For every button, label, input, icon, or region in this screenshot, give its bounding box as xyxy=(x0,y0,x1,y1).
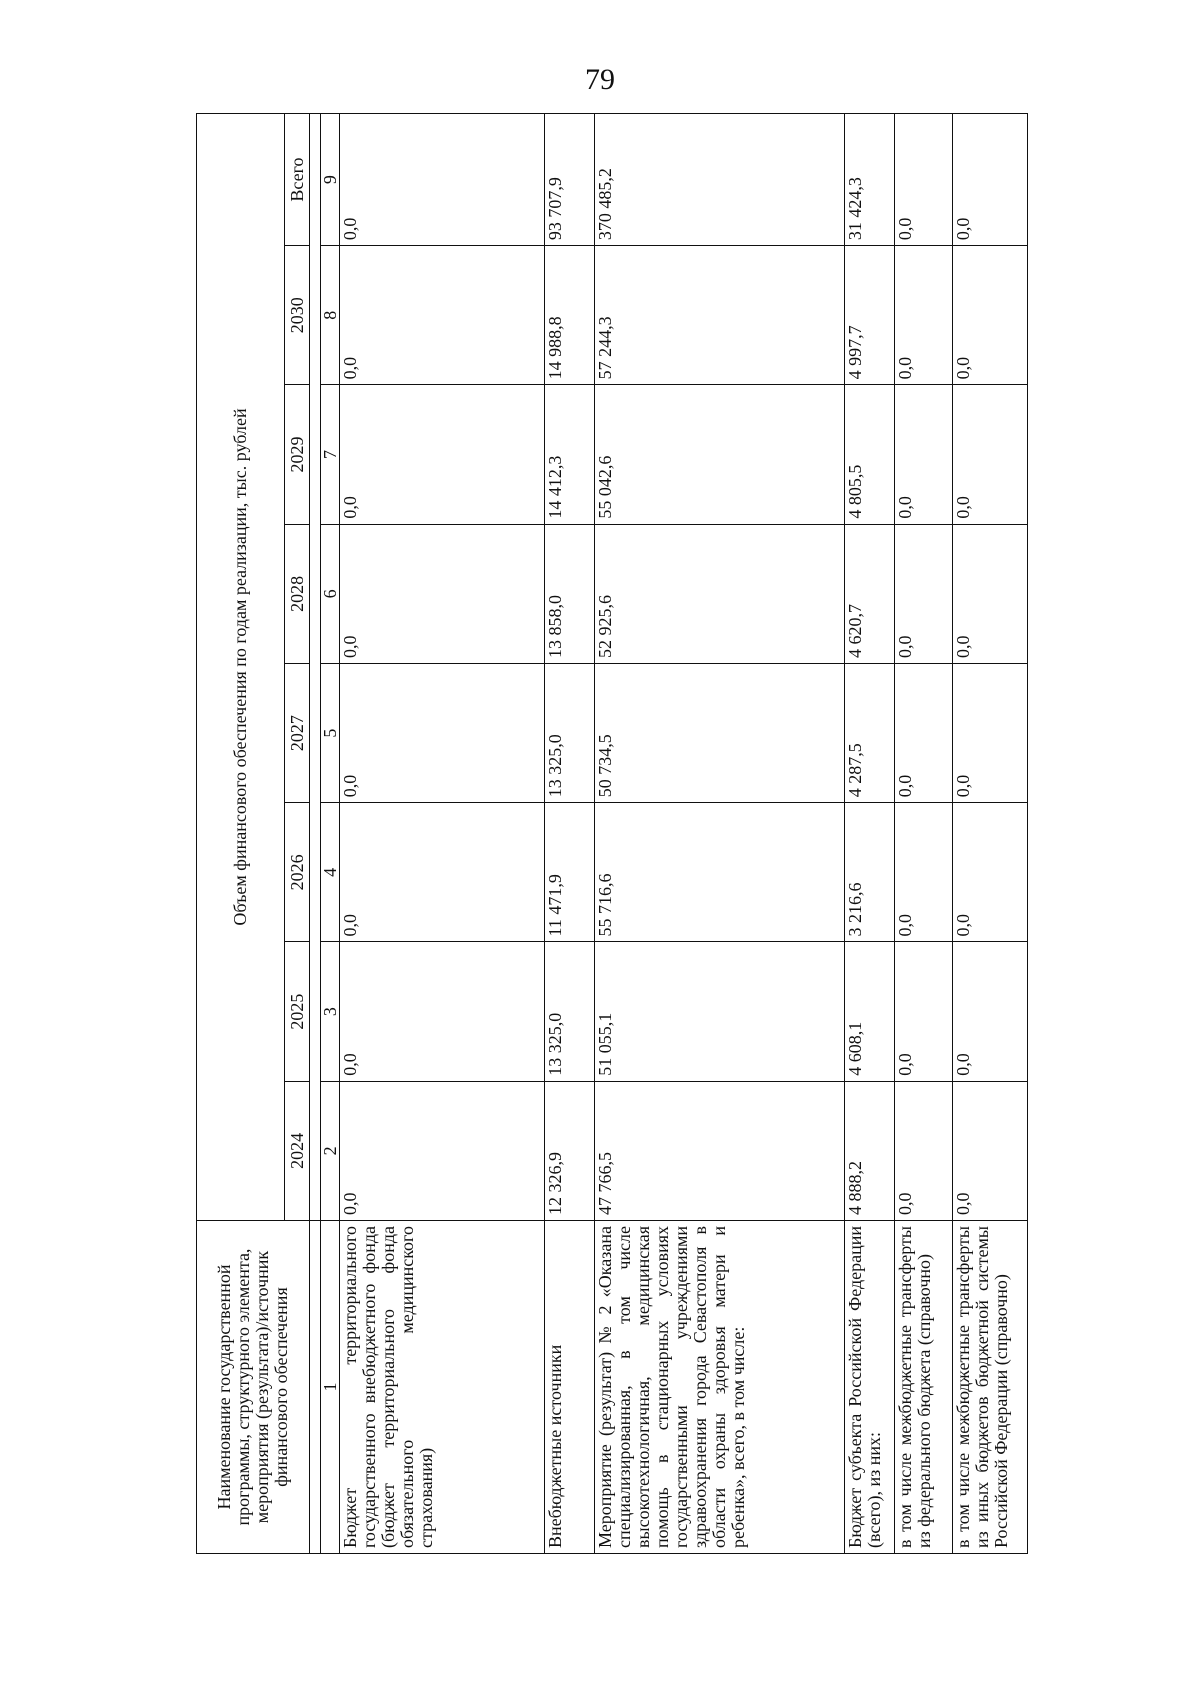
value-cell: 0,0 xyxy=(895,385,953,524)
spacer-cell xyxy=(310,114,321,1221)
year-header: 2025 xyxy=(285,942,310,1081)
value-cell: 31 424,3 xyxy=(845,114,895,246)
value-cell: 0,0 xyxy=(895,246,953,385)
table-body xyxy=(340,114,1028,1554)
value-cell: 12 326,9 xyxy=(545,1081,595,1220)
value-cell: 4 608,1 xyxy=(845,942,895,1081)
value-cell: 14 412,3 xyxy=(545,385,595,524)
value-cell: 3 216,6 xyxy=(845,803,895,942)
column-numbers-row xyxy=(321,114,340,1554)
column-number: 1 xyxy=(321,1221,340,1554)
value-cell: 0,0 xyxy=(953,1081,1028,1220)
value-cell: 4 287,5 xyxy=(845,663,895,802)
value-cell: 0,0 xyxy=(895,942,953,1081)
year-header: Всего xyxy=(285,114,310,246)
value-cell: 0,0 xyxy=(340,803,545,942)
value-cell: 0,0 xyxy=(953,663,1028,802)
year-header: 2028 xyxy=(285,524,310,663)
value-cell: 0,0 xyxy=(953,246,1028,385)
column-number: 9 xyxy=(321,114,340,246)
value-cell: 370 485,2 xyxy=(595,114,845,246)
row-name-cell: Мероприятие (результат) № 2 «Оказана специализированная, в том числе высокотехнологичная, медицинская помощь в стационарных условиях государственными учреждениями здравоохранения города Севастополя в области охраны здоровья матери и ребенка», всего, в том числе: xyxy=(595,1221,845,1554)
value-cell: 50 734,5 xyxy=(595,663,845,802)
value-cell: 14 988,8 xyxy=(545,246,595,385)
value-cell: 4 888,2 xyxy=(845,1081,895,1220)
row-name-cell: Бюджет субъекта Российской Федерации (всего), из них: xyxy=(845,1221,895,1554)
value-cell: 47 766,5 xyxy=(595,1081,845,1220)
year-header: 2024 xyxy=(285,1081,310,1220)
row-name-cell: Бюджет территориального государственного внебюджетного фонда (бюджет территориального фонда обязательного медицинского страхования) xyxy=(340,1221,545,1554)
value-cell: 0,0 xyxy=(340,246,545,385)
value-cell: 0,0 xyxy=(340,524,545,663)
value-cell: 13 858,0 xyxy=(545,524,595,663)
value-cell: 0,0 xyxy=(953,524,1028,663)
column-number: 4 xyxy=(321,803,340,942)
table-row xyxy=(545,114,595,1554)
value-cell: 0,0 xyxy=(953,114,1028,246)
value-cell: 57 244,3 xyxy=(595,246,845,385)
value-cell: 51 055,1 xyxy=(595,942,845,1081)
row-name-cell: в том числе межбюджетные трансферты из федерального бюджета (справочно) xyxy=(895,1221,953,1554)
column-number: 3 xyxy=(321,942,340,1081)
value-cell: 11 471,9 xyxy=(545,803,595,942)
column-number: 6 xyxy=(321,524,340,663)
column-number: 8 xyxy=(321,246,340,385)
column-number: 7 xyxy=(321,385,340,524)
year-header: 2029 xyxy=(285,385,310,524)
value-cell: 0,0 xyxy=(895,803,953,942)
value-cell: 13 325,0 xyxy=(545,942,595,1081)
header-name-cell: Наименование государственной программы, структурного элемента, мероприятия (результата)/источник финансового обеспечения xyxy=(197,1221,310,1554)
value-cell: 0,0 xyxy=(953,385,1028,524)
table-row xyxy=(595,114,845,1554)
value-cell: 0,0 xyxy=(895,663,953,802)
column-number: 2 xyxy=(321,1081,340,1220)
value-cell: 0,0 xyxy=(340,385,545,524)
year-header: 2026 xyxy=(285,803,310,942)
value-cell: 0,0 xyxy=(953,803,1028,942)
value-cell: 4 997,7 xyxy=(845,246,895,385)
table-row xyxy=(845,114,895,1554)
spacer-row xyxy=(310,114,321,1554)
value-cell: 0,0 xyxy=(895,114,953,246)
value-cell: 93 707,9 xyxy=(545,114,595,246)
value-cell: 0,0 xyxy=(340,114,545,246)
value-cell: 13 325,0 xyxy=(545,663,595,802)
value-cell: 55 042,6 xyxy=(595,385,845,524)
year-header: 2030 xyxy=(285,246,310,385)
row-name-cell: в том числе межбюджетные трансферты из иных бюджетов бюджетной системы Российской Федерации (справочно) xyxy=(953,1221,1028,1554)
value-cell: 4 805,5 xyxy=(845,385,895,524)
financing-table xyxy=(196,113,1028,1554)
value-cell: 52 925,6 xyxy=(595,524,845,663)
page-number: 79 xyxy=(585,63,615,96)
header-group-cell: Объем финансового обеспечения по годам реализации, тыс. рублей xyxy=(197,114,285,1221)
value-cell: 0,0 xyxy=(340,663,545,802)
value-cell: 0,0 xyxy=(953,942,1028,1081)
value-cell: 4 620,7 xyxy=(845,524,895,663)
rotated-table-container xyxy=(196,113,1028,1554)
value-cell: 0,0 xyxy=(895,524,953,663)
spacer-cell xyxy=(310,1221,321,1554)
value-cell: 0,0 xyxy=(895,1081,953,1220)
table-row xyxy=(953,114,1028,1554)
column-number: 5 xyxy=(321,663,340,802)
value-cell: 55 716,6 xyxy=(595,803,845,942)
value-cell: 0,0 xyxy=(340,942,545,1081)
table-row xyxy=(895,114,953,1554)
row-name-cell: Внебюджетные источники xyxy=(545,1221,595,1554)
table-row xyxy=(340,114,545,1554)
year-header: 2027 xyxy=(285,663,310,802)
value-cell: 0,0 xyxy=(340,1081,545,1220)
